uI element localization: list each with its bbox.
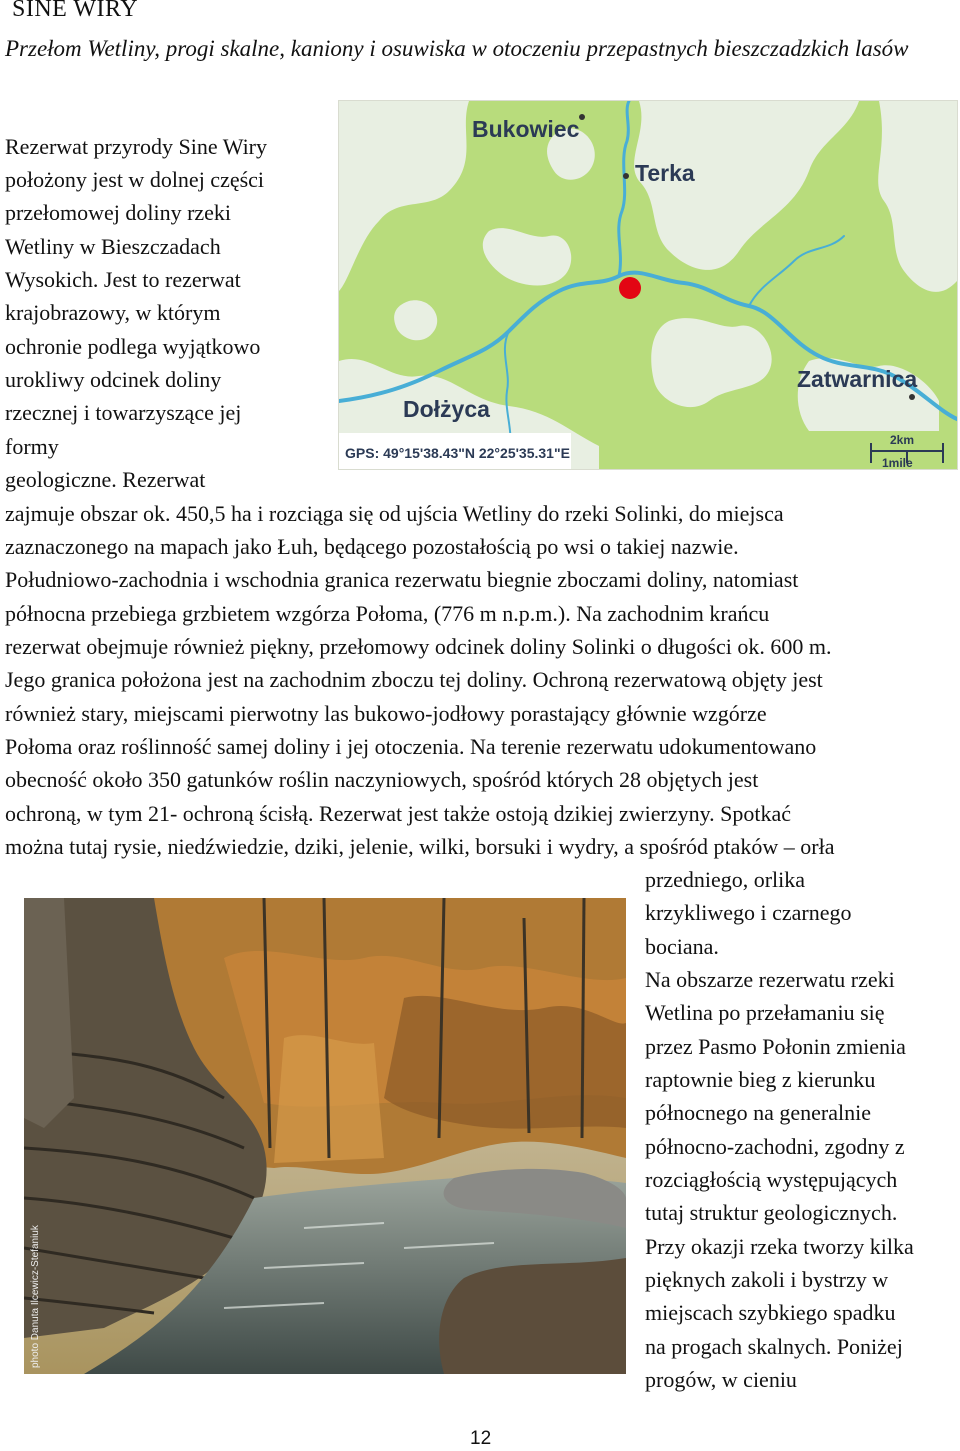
text-line: raptownie bieg z kierunku xyxy=(645,1067,876,1092)
text-line: położony jest w dolnej części xyxy=(5,167,265,192)
reserve-location-marker xyxy=(619,277,641,299)
text-line: Wetliny w Bieszczadach xyxy=(5,234,221,259)
text-line: północna przebiega grzbietem wzgórza Połoma, (776 m n.p.m.). Na zachodnim krańcu xyxy=(5,601,770,626)
text-line: przedniego, orlika xyxy=(645,867,806,892)
text-line: progów, w cieniu xyxy=(645,1367,797,1392)
text-line: pięknych zakoli i bystrzy w xyxy=(645,1267,889,1292)
text-line: zaznaczonego na mapach jako Łuh, będącego pozostałością po wsi o takiej nazwie. xyxy=(5,534,739,559)
map-graphic xyxy=(339,101,957,469)
gps-coordinates: GPS: 49°15'38.43"N 22°25'35.31"E xyxy=(345,445,570,461)
text-line: Wetlina po przełamaniu się xyxy=(645,1000,885,1025)
location-map xyxy=(338,100,958,470)
text-line: tutaj struktur geologicznych. xyxy=(645,1200,898,1225)
scale-mile-label: 1mile xyxy=(882,456,913,469)
text-line: formy xyxy=(5,434,59,459)
text-line: na progach skalnych. Poniżej xyxy=(645,1334,903,1359)
text-line: Południowo-zachodnia i wschodnia granica rezerwatu biegnie zboczami doliny, natomiast xyxy=(5,567,799,592)
text-line: przez Pasmo Połonin zmienia xyxy=(645,1034,906,1059)
photo-credit: photo Danuta Ilcewicz-Stefaniuk xyxy=(30,1225,41,1368)
page-subtitle: Przełom Wetliny, progi skalne, kaniony i osuwiska w otoczeniu przepastnych bieszczadzkich lasów xyxy=(5,36,909,61)
text-line: bociana. xyxy=(645,934,719,959)
river-gorge-photo xyxy=(24,898,626,1374)
map-label-bukowiec: Bukowiec xyxy=(472,116,580,142)
text-line: Rezerwat przyrody Sine Wiry xyxy=(5,134,268,159)
text-line: ochroną, w tym 21- ochroną ścisłą. Rezerwat jest także ostoją dzikiej zwierzyny. Spotkać xyxy=(5,801,792,826)
text-line: krajobrazowy, w którym xyxy=(5,300,221,325)
photo-graphic xyxy=(24,898,626,1374)
text-line: Jego granica położona jest na zachodnim zboczu tej doliny. Ochroną rezerwatową objęty jest xyxy=(5,667,823,692)
text-line: geologiczne. Rezerwat xyxy=(5,467,206,492)
text-line: również stary, miejscami pierwotny las bukowo-jodłowy porastający głównie wzgórze xyxy=(5,701,767,726)
text-line: północnego na generalnie xyxy=(645,1100,872,1125)
map-label-zatwarnica: Zatwarnica xyxy=(797,366,918,392)
text-line: Na obszarze rezerwatu rzeki xyxy=(645,967,895,992)
page-title: SINE WIRY xyxy=(12,0,139,22)
text-line: Przy okazji rzeka tworzy kilka xyxy=(645,1234,914,1259)
text-line: miejscach szybkiego spadku xyxy=(645,1300,896,1325)
text-line: krzykliwego i czarnego xyxy=(645,900,852,925)
text-line: rzecznej i towarzyszące jej xyxy=(5,400,242,425)
map-label-dolzyca: Dołżyca xyxy=(403,396,490,422)
text-line: przełomowej doliny rzeki xyxy=(5,200,232,225)
text-line: północno-zachodni, zgodny z xyxy=(645,1134,905,1159)
scale-km-label: 2km xyxy=(890,433,915,447)
text-line: rezerwat obejmuje również piękny, przełomowy odcinek doliny Solinki o długości ok. 600 m. xyxy=(5,634,832,659)
text-line: rozciągłością występujących xyxy=(645,1167,898,1192)
text-line: ochronie podlega wyjątkowo xyxy=(5,334,261,359)
text-line: urokliwy odcinek doliny xyxy=(5,367,222,392)
text-line: można tutaj rysie, niedźwiedzie, dziki, jelenie, wilki, borsuki i wydry, a spośród ptaków – orła xyxy=(5,834,835,859)
text-line: zajmuje obszar ok. 450,5 ha i rozciąga się od ujścia Wetliny do rzeki Solinki, do miejsca xyxy=(5,501,784,526)
text-line: obecność około 350 gatunków roślin naczyniowych, spośród których 28 objętych jest xyxy=(5,767,759,792)
text-line: Wysokich. Jest to rezerwat xyxy=(5,267,241,292)
map-label-terka: Terka xyxy=(635,160,695,186)
text-line: Połoma oraz roślinność samej doliny i jej otoczenia. Na terenie rezerwatu udokumentowano xyxy=(5,734,817,759)
page-number: 12 xyxy=(470,1428,492,1449)
